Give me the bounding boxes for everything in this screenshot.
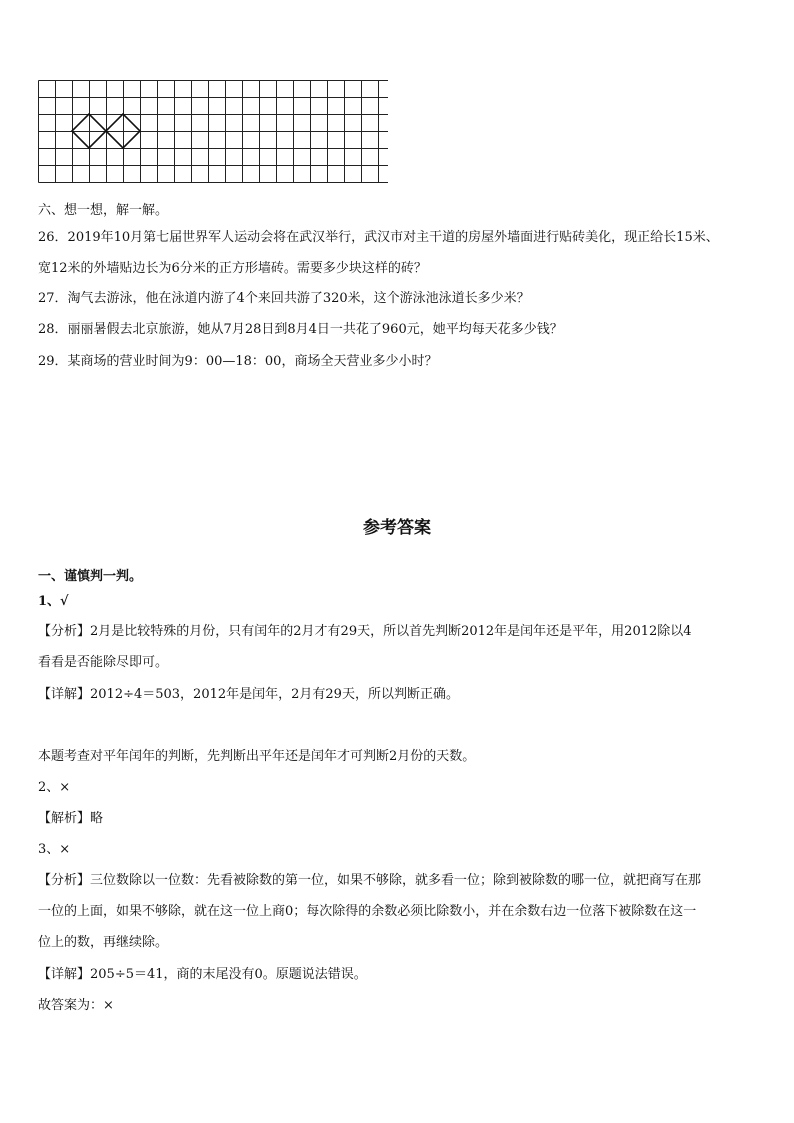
answers-title: 参考答案 bbox=[363, 518, 431, 538]
square-grid-figure bbox=[38, 80, 388, 198]
answer-2-mark: 2、× bbox=[38, 780, 71, 795]
answer-3-final: 故答案为：× bbox=[38, 998, 114, 1013]
answer-1-mark: 1、√ bbox=[38, 594, 69, 609]
answer-1-analysis-line-2: 看看是否能除尽即可。 bbox=[38, 655, 169, 670]
answer-2-analysis: 【解析】略 bbox=[38, 811, 104, 826]
answer-3-analysis-line-2: 一位的上面，如果不够除，就在这一位上商0；每次除得的余数必须比除数小，并在余数右边一位落下被除数在这一 bbox=[38, 904, 697, 919]
question-26-line-1: 26．2019年10月第七届世界军人运动会将在武汉举行，武汉市对主干道的房屋外墙面进行贴砖美化，现正给长15米、 bbox=[38, 230, 719, 245]
answer-3-mark: 3、× bbox=[38, 842, 71, 857]
answer-1-detail: 【详解】2012÷4＝503，2012年是闰年，2月有29天，所以判断正确。 bbox=[38, 687, 459, 702]
answer-1-summary: 本题考查对平年闰年的判断，先判断出平年还是闰年才可判断2月份的天数。 bbox=[38, 749, 476, 764]
answers-section-heading: 一、谨慎判一判。 bbox=[38, 569, 143, 584]
question-27: 27．淘气去游泳，他在泳道内游了4个来回共游了320米，这个游泳池泳道长多少米？ bbox=[38, 291, 530, 306]
section-heading-6: 六、想一想，解一解。 bbox=[38, 203, 169, 218]
question-28: 28．丽丽暑假去北京旅游，她从7月28日到8月4日一共花了960元，她平均每天花多少钱？ bbox=[38, 322, 563, 337]
answer-3-detail: 【详解】205÷5＝41，商的末尾没有0。原题说法错误。 bbox=[38, 967, 367, 982]
question-29: 29．某商场的营业时间为9：00—18：00，商场全天营业多少小时？ bbox=[38, 354, 438, 369]
question-26-line-2: 宽12米的外墙贴边长为6分米的正方形墙砖。需要多少块这样的砖？ bbox=[38, 261, 427, 276]
answer-3-analysis-line-1: 【分析】三位数除以一位数：先看被除数的第一位，如果不够除，就多看一位；除到被除数的哪一位，就把商写在那 bbox=[38, 873, 702, 888]
answer-3-analysis-line-3: 位上的数，再继续除。 bbox=[38, 935, 169, 950]
answer-1-analysis-line-1: 【分析】2月是比较特殊的月份，只有闰年的2月才有29天，所以首先判断2012年是闰年还是平年，用2012除以4 bbox=[38, 624, 692, 639]
